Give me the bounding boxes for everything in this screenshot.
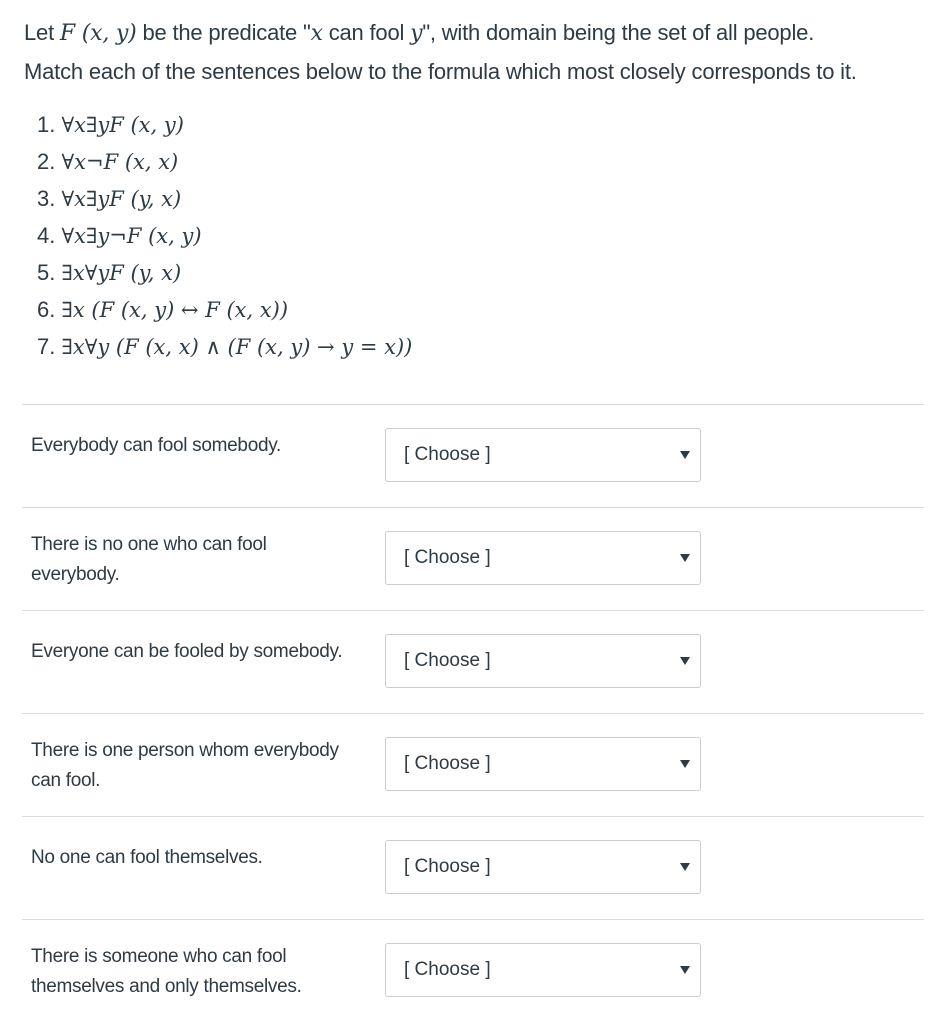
answer-dropdown-1[interactable] (385, 428, 701, 482)
divider (22, 610, 924, 611)
formula-list (37, 106, 412, 365)
match-question-text: Everybody can fool somebody. (31, 435, 282, 456)
divider (22, 713, 924, 714)
dropdown-value: [ Choose ] (404, 444, 491, 465)
match-question-text: There is no one who can fool everybody. (31, 534, 267, 585)
divider (22, 816, 924, 817)
prompt-text: be the predicate " (136, 20, 311, 45)
match-question-text: No one can fool themselves. (31, 847, 263, 868)
dropdown-value: [ Choose ] (404, 959, 491, 980)
divider (22, 919, 924, 920)
caret-down-icon (680, 863, 690, 871)
formula-expression: ∃x∀y (F (x, x) ∧ (F (x, y) → y = x)) (61, 335, 413, 359)
prompt-text: Let (24, 20, 60, 45)
caret-down-icon (680, 966, 690, 974)
divider (22, 507, 924, 508)
caret-down-icon (680, 657, 690, 665)
prompt-text: can fool (322, 20, 411, 45)
formula-item: 1. ∀x∃yF (x, y) (37, 112, 184, 137)
prompt-line-1 (24, 14, 929, 53)
formula-expression: ∀x∃y¬F (x, y) (61, 224, 202, 248)
formula-item: 4. ∀x∃y¬F (x, y) (37, 223, 202, 248)
caret-down-icon (680, 554, 690, 562)
divider (22, 404, 924, 405)
dropdown-value: [ Choose ] (404, 650, 491, 671)
formula-expression: ∀x∃yF (x, y) (61, 113, 184, 137)
formula-expression: ∃x∀yF (y, x) (61, 261, 182, 285)
dropdown-value: [ Choose ] (404, 753, 491, 774)
prompt-text: ", with domain being the set of all people. (422, 20, 815, 45)
formula-expression: ∀x∃yF (y, x) (61, 187, 182, 211)
question-prompt (24, 14, 929, 91)
match-question-text: Everyone can be fooled by somebody. (31, 641, 343, 662)
match-question-text: There is someone who can fool themselves and only themselves. (31, 946, 302, 997)
answer-dropdown-2[interactable] (385, 531, 701, 585)
formula-item: 5. ∃x∀yF (y, x) (37, 260, 182, 285)
caret-down-icon (680, 451, 690, 459)
predicate-math: F (x, y) (59, 21, 137, 46)
dropdown-value: [ Choose ] (404, 856, 491, 877)
formula-expression: ∀x¬F (x, x) (61, 150, 179, 174)
formula-expression: ∃x (F (x, y) ↔ F (x, x)) (61, 298, 289, 322)
answer-dropdown-3[interactable] (385, 634, 701, 688)
answer-dropdown-6[interactable] (385, 943, 701, 997)
match-question-text: There is one person whom everybody can fool. (31, 740, 339, 791)
formula-item: 2. ∀x¬F (x, x) (37, 149, 179, 174)
answer-dropdown-5[interactable] (385, 840, 701, 894)
answer-dropdown-4[interactable] (385, 737, 701, 791)
variable-x: x (310, 21, 323, 46)
formula-item: 7. ∃x∀y (F (x, x) ∧ (F (x, y) → y = x)) (37, 334, 413, 359)
caret-down-icon (680, 760, 690, 768)
formula-item: 3. ∀x∃yF (y, x) (37, 186, 182, 211)
formula-item: 6. ∃x (F (x, y) ↔ F (x, x)) (37, 297, 289, 322)
dropdown-value: [ Choose ] (404, 547, 491, 568)
prompt-line-2: Match each of the sentences below to the formula which most closely corresponds to it. (24, 59, 857, 84)
variable-y: y (410, 21, 423, 46)
